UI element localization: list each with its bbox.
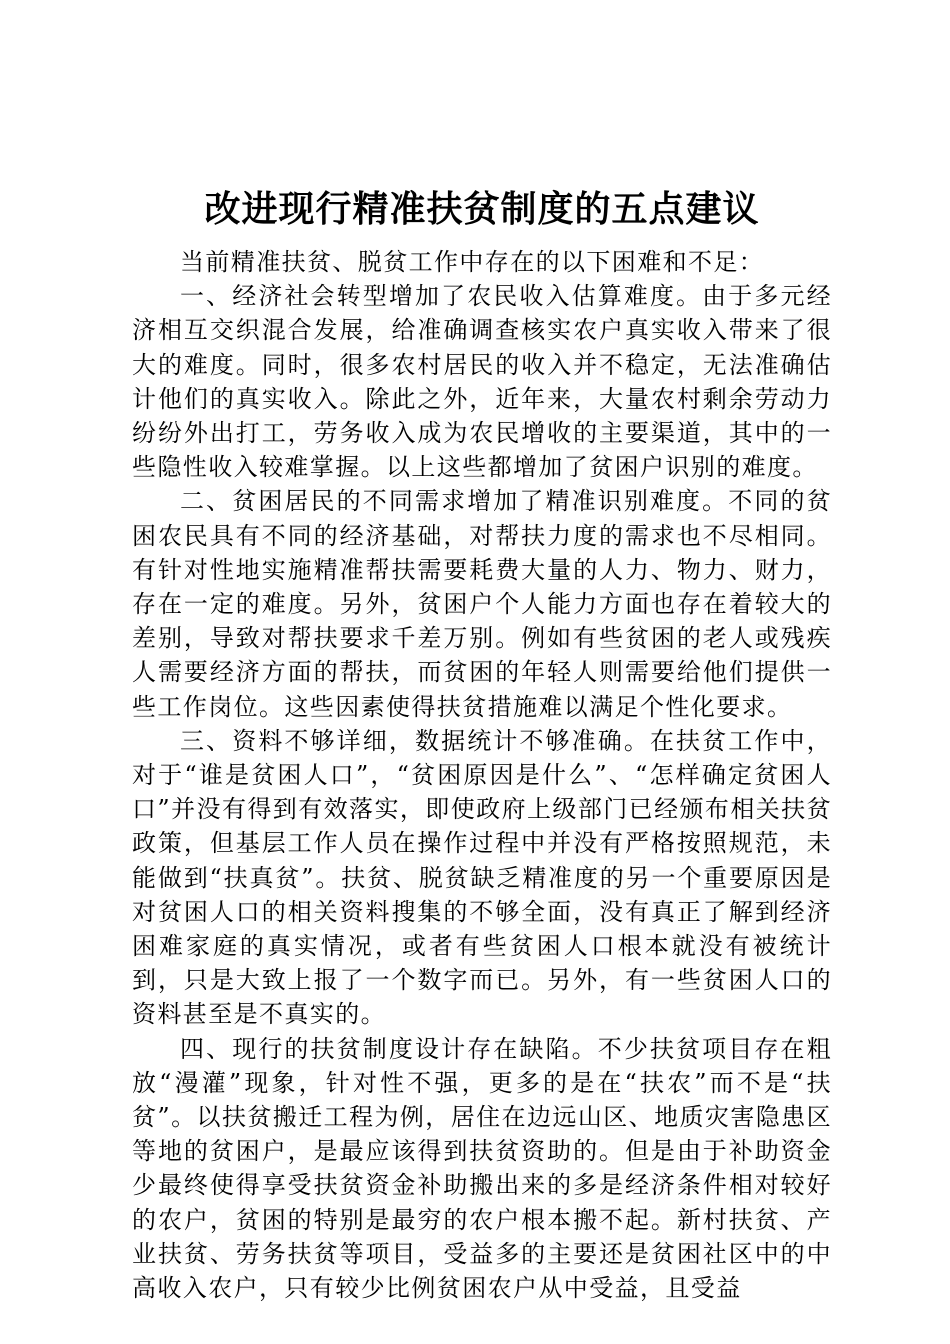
paragraph-point-4: 四、现行的扶贫制度设计存在缺陷。不少扶贫项目存在粗放“漫灌”现象，针对性不强，更多的是在“扶农”而不是“扶贫”。以扶贫搬迁工程为例，居住在边远山区、地质灾害隐患区等地的贫困户，是最应该得到扶贫资助的。但是由于补助资金少最终使得享受扶贫资金补助搬出来的多是经济条件相对较好的农户，贫困的特别是最穷的农户根本搬不起。新村扶贫、产业扶贫、劳务扶贫等项目，受益多的主要还是贫困社区中的中高收入农户，只有较少比例贫困农户从中受益，且受益 <box>132 1034 832 1303</box>
document-title: 改进现行精准扶贫制度的五点建议 <box>204 188 760 230</box>
paragraph-point-1: 一、经济社会转型增加了农民收入估算难度。由于多元经济相互交织混合发展，给准确调查核实农户真实收入带来了很大的难度。同时，很多农村居民的收入并不稳定，无法准确估计他们的真实收入。除此之外，近年来，大量农村剩余劳动力纷纷外出打工，劳务收入成为农民增收的主要渠道，其中的一些隐性收入较难掌握。以上这些都增加了贫困户识别的难度。 <box>132 282 832 482</box>
document-page <box>132 183 832 1305</box>
paragraph-point-3: 三、资料不够详细，数据统计不够准确。在扶贫工作中，对于“谁是贫困人口”，“贫困原因是什么”、“怎样确定贫困人口”并没有得到有效落实，即使政府上级部门已经颁布相关扶贫政策，但基层工作人员在操作过程中并没有严格按照规范，未能做到“扶真贫”。扶贫、脱贫缺乏精准度的另一个重要原因是对贫困人口的相关资料搜集的不够全面，没有真正了解到经济困难家庭的真实情况，或者有些贫困人口根本就没有被统计到，只是大致上报了一个数字而已。另外，有一些贫困人口的资料甚至是不真实的。 <box>132 726 832 1029</box>
paragraph-point-2: 二、贫困居民的不同需求增加了精准识别难度。不同的贫困农民具有不同的经济基础，对帮扶力度的需求也不尽相同。有针对性地实施精准帮扶需要耗费大量的人力、物力、财力，存在一定的难度。另外，贫困户个人能力方面也存在着较大的差别，导致对帮扶要求千差万别。例如有些贫困的老人或残疾人需要经济方面的帮扶，而贫困的年轻人则需要给他们提供一些工作岗位。这些因素使得扶贫措施难以满足个性化要求。 <box>132 487 832 721</box>
intro-paragraph: 当前精准扶贫、脱贫工作中存在的以下困难和不足： <box>180 248 765 276</box>
